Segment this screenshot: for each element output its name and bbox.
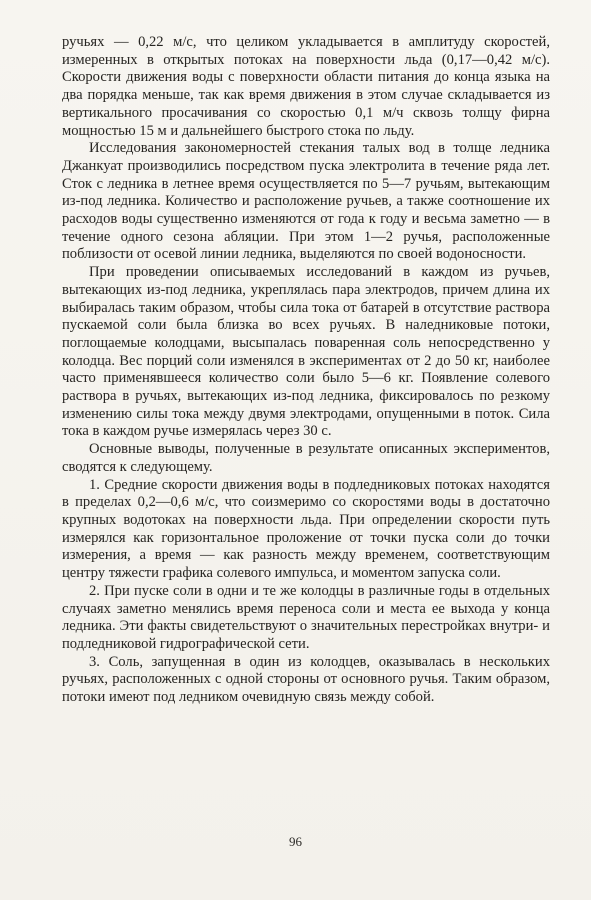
paragraph-conclusions-intro: Основные выводы, полученные в результате описанных экспериментов, сводятся к следующему.: [62, 441, 550, 475]
paragraph-continuation: ручьях — 0,22 м/с, что целиком укладывается в амплитуду скоростей, измеренных в открытых потоках на поверхности льда (0,17—0,42 м/с). Скорости движения воды с поверхности области питания до конца языка на два порядка меньше, так как время движения в этом случае складывается из вертикального просачивания со скоростью 0,1 м/ч сквозь толщу фирна мощностью 15 м и дальнейшего быстрого стока по льду.: [62, 34, 550, 139]
paragraph-conclusion-1: 1. Средние скорости движения воды в подледниковых потоках находятся в пределах 0,2—0,6 м/с, что соизмеримо со скоростями воды в достаточно крупных водотоках на поверхности льда. При определении скорости путь измерялся как горизонтальное проложение от точки пуска соли до точки измерения, а время — как разность между временем, соответствующим центру тяжести графика солевого импульса, и моментом запуска соли.: [62, 476, 550, 582]
paragraph-method: При проведении описываемых исследований в каждом из ручьев, вытекающих из-под ледника, укреплялась пара электродов, причем длина их выбиралась таким образом, чтобы сила тока от батарей в отсутствие раствора пускаемой соли была близка во всех ручьях. В наледниковые потоки, поглощаемые колодцами, высыпалась поваренная соль непосредственно у колодца. Вес порций соли изменялся в экспериментах от 2 до 50 кг, наиболее часто применявшееся количество соли было 5—6 кг. Появление солевого раствора в ручьях, вытекающих из-под ледника, фиксировалось по резкому изменению силы тока между двумя электродами, опущенными в поток. Сила тока в каждом ручье измерялась через 30 с.: [62, 264, 550, 440]
paragraph-conclusion-2: 2. При пуске соли в одни и те же колодцы в различные годы в отдельных случаях заметно менялись время переноса соли и места ее выхода у конца ледника. Эти факты свидетельствуют о значительных перестройках внутри- и подледниковой гидрографической сети.: [62, 582, 550, 652]
paragraph-conclusion-3: 3. Соль, запущенная в один из колодцев, оказывалась в нескольких ручьях, расположенных с одной стороны от основного ручья. Таким образом, потоки имеют под ледником очевидную связь между собой.: [62, 653, 550, 706]
paragraph-dzhankuat-studies: Исследования закономерностей стекания талых вод в толще ледника Джанкуат производились посредством пуска электролита в течение ряда лет. Сток с ледника в летнее время осуществляется по 5—7 ручьям, вытекающим из-под ледника. Количество и расположение ручьев, а также соотношение их расходов воды существенно изменяются от года к году и весьма заметно — в течение одного сезона абляции. При этом 1—2 ручья, расположенные поблизости от осевой линии ледника, выделяются по своей водоносности.: [62, 140, 550, 263]
body-text: [62, 34, 550, 707]
page-number: 96: [289, 834, 302, 849]
